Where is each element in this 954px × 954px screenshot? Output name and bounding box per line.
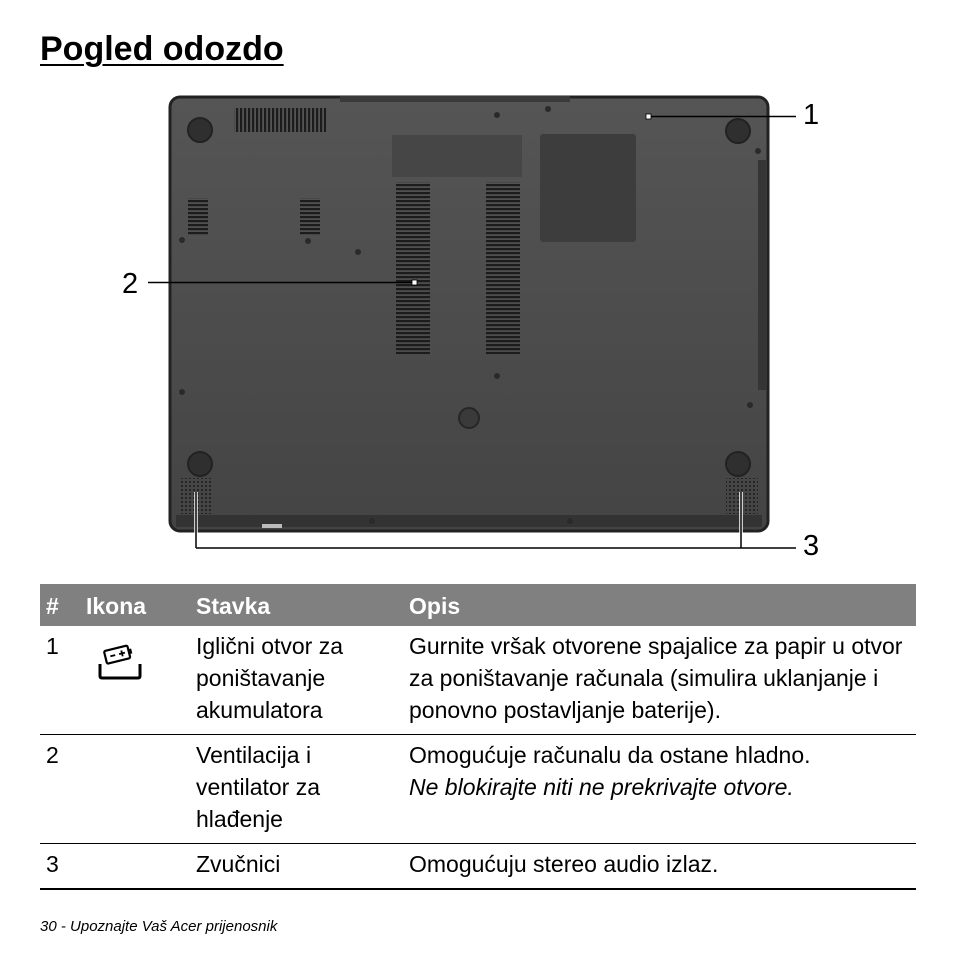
row-item: Zvučnici [190, 844, 403, 890]
access-panel [540, 134, 636, 242]
row-number: 1 [40, 626, 80, 735]
header-item: Stavka [190, 584, 403, 626]
table-header-row [40, 584, 916, 626]
callout-3: 3 [803, 530, 820, 562]
header-description: Opis [403, 584, 916, 626]
header-icon: Ikona [80, 584, 190, 626]
cooling-vent-left [396, 182, 430, 354]
callout-2: 2 [122, 268, 139, 300]
row-icon-cell [80, 844, 190, 890]
component-table [40, 584, 916, 890]
row-description [403, 844, 916, 890]
table-row [40, 735, 916, 844]
header-number: # [40, 584, 80, 626]
row-description [403, 626, 916, 735]
row-number: 2 [40, 735, 80, 844]
row-item: Iglični otvor za poništavanje akumulatora [190, 626, 403, 735]
row-icon-cell [80, 735, 190, 844]
table-row [40, 844, 916, 890]
page-title: Pogled odozdo [40, 30, 284, 68]
row-description-text: Omogućuju stereo audio izlaz. [409, 851, 719, 877]
top-vent [234, 108, 326, 132]
page-footer: 30 - Upoznajte Vaš Acer prijenosnik [40, 918, 278, 935]
row-description-text: Gurnite vršak otvorene spajalice za papir u otvor za poništavanje računala (simulira uklanjanje i ponovno postavljanje baterije). [409, 633, 903, 723]
table-row [40, 626, 916, 735]
callout-1: 1 [803, 99, 820, 131]
row-icon-cell [80, 626, 190, 735]
row-description-note: Ne blokirajte niti ne prekrivajte otvore. [409, 774, 794, 800]
battery-reset-icon [96, 642, 144, 682]
row-description-text: Omogućuje računalu da ostane hladno. [409, 742, 811, 768]
cooling-vent-right [486, 182, 520, 354]
row-description [403, 735, 916, 844]
row-item: Ventilacija i ventilator za hlađenje [190, 735, 403, 844]
row-number: 3 [40, 844, 80, 890]
